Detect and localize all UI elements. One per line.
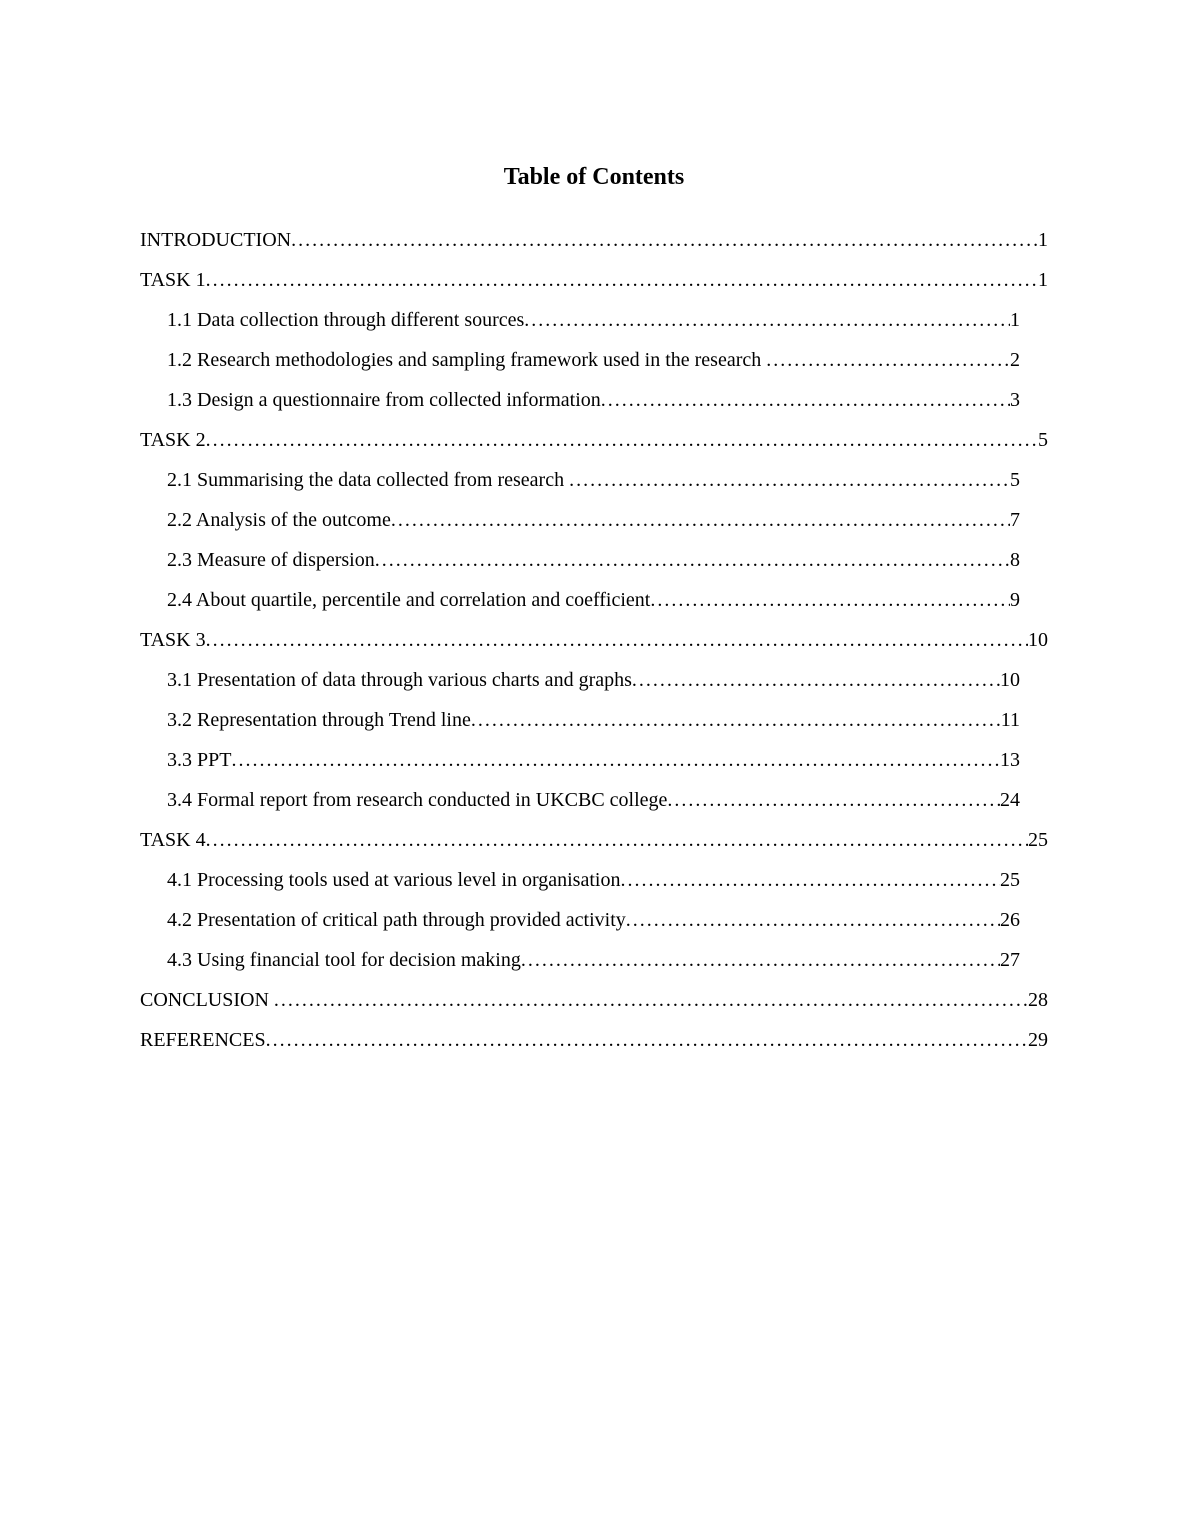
toc-entry[interactable] (140, 740, 1048, 780)
toc-entry-page-number: 25 (1000, 869, 1020, 891)
toc-entry-page-number: 3 (1010, 389, 1020, 411)
toc-entry-page-number: 2 (1010, 349, 1020, 371)
toc-entry-label: 3.3 PPT (167, 749, 232, 771)
toc-entry[interactable] (140, 340, 1048, 380)
toc-entry-label: 4.3 Using financial tool for decision making (167, 949, 521, 971)
toc-dot-leader (391, 500, 1010, 540)
toc-entry-label: 2.4 About quartile, percentile and correlation and coefficient (167, 589, 651, 611)
toc-dot-leader (620, 860, 1000, 900)
toc-entry-label: REFERENCES (140, 1029, 266, 1051)
toc-dot-leader (569, 460, 1010, 500)
toc-entry[interactable] (140, 500, 1048, 540)
toc-entry-page-number: 9 (1010, 589, 1020, 611)
toc-dot-leader (274, 980, 1028, 1020)
toc-entry[interactable] (140, 700, 1048, 740)
toc-entry-label: 3.2 Representation through Trend line (167, 709, 471, 731)
toc-entry-page-number: 13 (1000, 749, 1020, 771)
toc-entry-page-number: 29 (1028, 1029, 1048, 1051)
toc-entry-label: TASK 4 (140, 829, 206, 851)
table-of-contents (140, 220, 1048, 1060)
toc-entry-label: 2.2 Analysis of the outcome (167, 509, 391, 531)
toc-entry-label: 1.2 Research methodologies and sampling framework used in the research (167, 349, 767, 371)
toc-entry[interactable] (140, 1020, 1048, 1060)
toc-dot-leader (766, 340, 1010, 380)
toc-entry[interactable] (140, 300, 1048, 340)
toc-entry-label: 4.1 Processing tools used at various level in organisation (167, 869, 621, 891)
toc-dot-leader (667, 780, 1000, 820)
toc-dot-leader (601, 380, 1010, 420)
toc-dot-leader (626, 900, 1000, 940)
toc-entry-page-number: 10 (1000, 669, 1020, 691)
page-title: Table of Contents (503, 164, 685, 190)
toc-entry-label: 3.4 Formal report from research conducted in UKCBC college (167, 789, 668, 811)
toc-entry-label: TASK 1 (140, 269, 206, 291)
toc-entry-label: 1.1 Data collection through different sources (167, 309, 525, 331)
toc-entry[interactable] (140, 980, 1048, 1020)
toc-entry-label: TASK 2 (140, 429, 206, 451)
toc-entry[interactable] (140, 260, 1048, 300)
toc-entry-label: TASK 3 (140, 629, 206, 651)
toc-dot-leader (206, 620, 1028, 660)
toc-entry[interactable] (140, 620, 1048, 660)
toc-entry[interactable] (140, 580, 1048, 620)
toc-entry-page-number: 1 (1038, 229, 1048, 251)
toc-entry[interactable] (140, 660, 1048, 700)
toc-entry-page-number: 5 (1010, 469, 1020, 491)
toc-entry-page-number: 1 (1010, 309, 1020, 331)
toc-entry-label: 4.2 Presentation of critical path through provided activity (167, 909, 626, 931)
toc-entry-page-number: 25 (1028, 829, 1048, 851)
toc-dot-leader (206, 420, 1038, 460)
toc-entry-label: CONCLUSION (140, 989, 274, 1011)
toc-dot-leader (632, 660, 1000, 700)
toc-dot-leader (471, 700, 1001, 740)
toc-entry-label: 3.1 Presentation of data through various charts and graphs (167, 669, 632, 691)
toc-entry-page-number: 26 (1000, 909, 1020, 931)
toc-entry[interactable] (140, 780, 1048, 820)
toc-entry[interactable] (140, 860, 1048, 900)
toc-entry[interactable] (140, 380, 1048, 420)
toc-entry-page-number: 8 (1010, 549, 1020, 571)
toc-dot-leader (231, 740, 1000, 780)
toc-entry-label: INTRODUCTION (140, 229, 292, 251)
toc-entry-page-number: 27 (1000, 949, 1020, 971)
toc-dot-leader (266, 1020, 1028, 1060)
toc-entry[interactable] (140, 940, 1048, 980)
toc-dot-leader (206, 820, 1028, 860)
toc-entry[interactable] (140, 820, 1048, 860)
toc-dot-leader (650, 580, 1010, 620)
toc-entry-label: 2.3 Measure of dispersion (167, 549, 375, 571)
toc-entry-page-number: 1 (1038, 269, 1048, 291)
toc-entry[interactable] (140, 460, 1048, 500)
toc-entry-page-number: 10 (1028, 629, 1048, 651)
toc-entry-page-number: 24 (1000, 789, 1020, 811)
toc-entry-label: 2.1 Summarising the data collected from research (167, 469, 570, 491)
toc-entry-page-number: 11 (1000, 709, 1020, 731)
toc-entry[interactable] (140, 220, 1048, 260)
toc-entry-page-number: 7 (1010, 509, 1020, 531)
toc-entry[interactable] (140, 540, 1048, 580)
toc-dot-leader (521, 940, 1000, 980)
toc-entry[interactable] (140, 420, 1048, 460)
toc-dot-leader (206, 260, 1038, 300)
toc-entry-page-number: 5 (1038, 429, 1048, 451)
toc-dot-leader (524, 300, 1010, 340)
toc-entry[interactable] (140, 900, 1048, 940)
toc-dot-leader (291, 220, 1038, 260)
toc-dot-leader (375, 540, 1010, 580)
toc-entry-page-number: 28 (1028, 989, 1048, 1011)
toc-entry-label: 1.3 Design a questionnaire from collected information (167, 389, 601, 411)
